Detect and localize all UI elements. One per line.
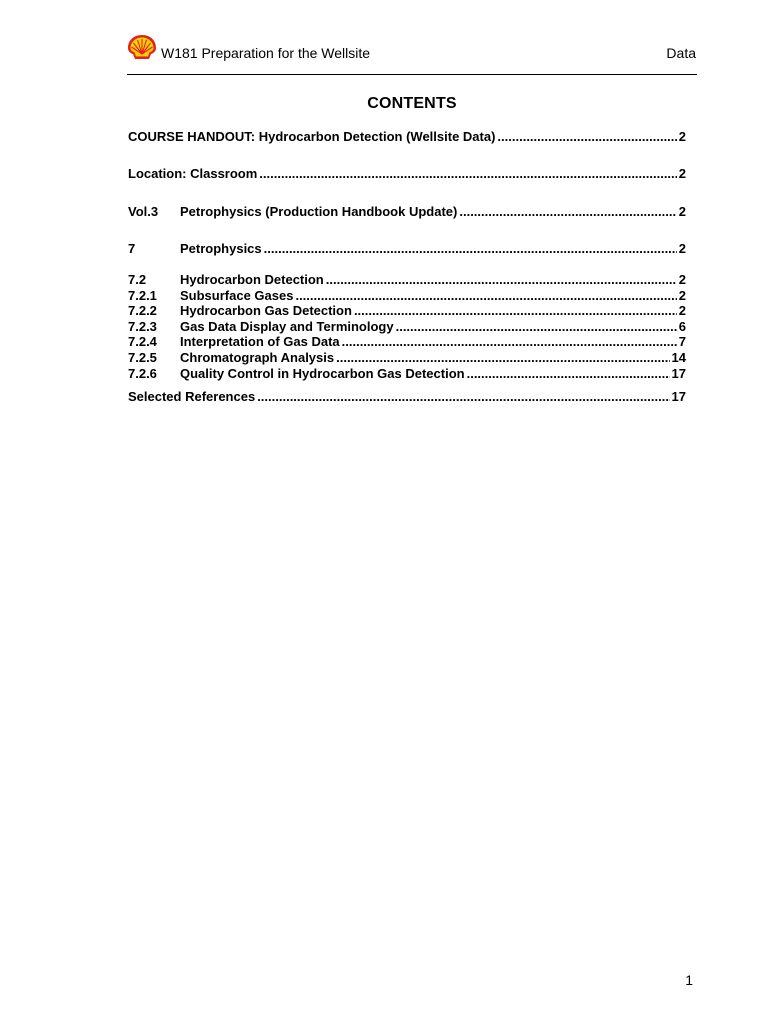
toc-entry-selected-references[interactable]: [128, 389, 686, 405]
toc-entry-number: 7.2.2: [128, 303, 157, 318]
toc-entry-title: Selected References: [128, 389, 256, 404]
toc-entry-title: Petrophysics: [180, 241, 262, 256]
toc-leader-dots: [354, 303, 677, 319]
toc-entry-page: 17: [671, 389, 686, 404]
toc-entry-title: COURSE HANDOUT: Hydrocarbon Detection (Wellsite Data): [128, 129, 496, 144]
toc-entry-number: 7.2.6: [128, 366, 157, 381]
page-header: [127, 34, 697, 75]
header-section-label: Data: [666, 45, 696, 61]
toc-entry-page: 2: [678, 272, 686, 287]
toc-leader-dots: [259, 166, 676, 182]
toc-entry-title: Chromatograph Analysis: [180, 350, 335, 365]
toc-leader-dots: [459, 204, 676, 220]
page-number: 1: [685, 972, 693, 988]
toc-entry-page: 6: [678, 319, 686, 334]
toc-leader-dots: [336, 350, 669, 366]
contents-heading: CONTENTS: [367, 95, 457, 112]
toc-entry-7[interactable]: [128, 241, 686, 257]
toc-entry-7-2[interactable]: [128, 272, 686, 288]
toc-entry-page: 2: [678, 288, 686, 303]
toc-entry-page: 7: [678, 334, 686, 349]
toc-entry-number: 7.2.5: [128, 350, 157, 365]
toc-entry-page: 2: [678, 204, 686, 219]
toc-entry-title: Interpretation of Gas Data: [180, 334, 340, 349]
toc-entry-number: 7.2.3: [128, 319, 157, 334]
toc-leader-dots: [342, 334, 677, 350]
toc-entry-7-2-5[interactable]: [128, 350, 686, 366]
toc-entry-7-2-6[interactable]: [128, 366, 686, 382]
toc-entry-7-2-3[interactable]: [128, 319, 686, 335]
toc-leader-dots: [497, 129, 676, 145]
toc-entry-location[interactable]: [128, 166, 686, 182]
header-title: W181 Preparation for the Wellsite: [161, 45, 371, 61]
shell-logo-icon: [127, 34, 157, 60]
toc-leader-dots: [396, 319, 677, 335]
toc-entry-7-2-4[interactable]: [128, 334, 686, 350]
toc-entry-page: 2: [678, 129, 686, 144]
toc-leader-dots: [257, 389, 669, 405]
toc-entry-title: Petrophysics (Production Handbook Update): [180, 204, 458, 219]
toc-leader-dots: [295, 288, 676, 304]
toc-entry-title: Quality Control in Hydrocarbon Gas Detection: [180, 366, 465, 381]
toc-entry-page: 17: [671, 366, 686, 381]
toc-leader-dots: [467, 366, 670, 382]
toc-entry-page: 14: [671, 350, 686, 365]
toc-entry-page: 2: [678, 241, 686, 256]
toc-entry-number: 7: [128, 241, 136, 256]
toc-entry-number: 7.2: [128, 272, 147, 287]
toc-entry-title: Gas Data Display and Terminology: [180, 319, 394, 334]
toc-entry-7-2-1[interactable]: [128, 288, 686, 304]
toc-leader-dots: [326, 272, 677, 288]
toc-leader-dots: [264, 241, 677, 257]
toc-entry-number: 7.2.4: [128, 334, 157, 349]
toc-entry-page: 2: [678, 166, 686, 181]
toc-entry-7-2-2[interactable]: [128, 303, 686, 319]
toc-entry-title: Hydrocarbon Detection: [180, 272, 324, 287]
toc-entry-title: Location: Classroom: [128, 166, 258, 181]
toc-entry-number: Vol.3: [128, 204, 159, 219]
toc-entry-number: 7.2.1: [128, 288, 157, 303]
toc-entry-title: Subsurface Gases: [180, 288, 294, 303]
toc-entry-page: 2: [678, 303, 686, 318]
toc-entry-vol3[interactable]: [128, 204, 686, 220]
toc-entry-title: Hydrocarbon Gas Detection: [180, 303, 352, 318]
toc-entry-course-handout[interactable]: [128, 129, 686, 145]
